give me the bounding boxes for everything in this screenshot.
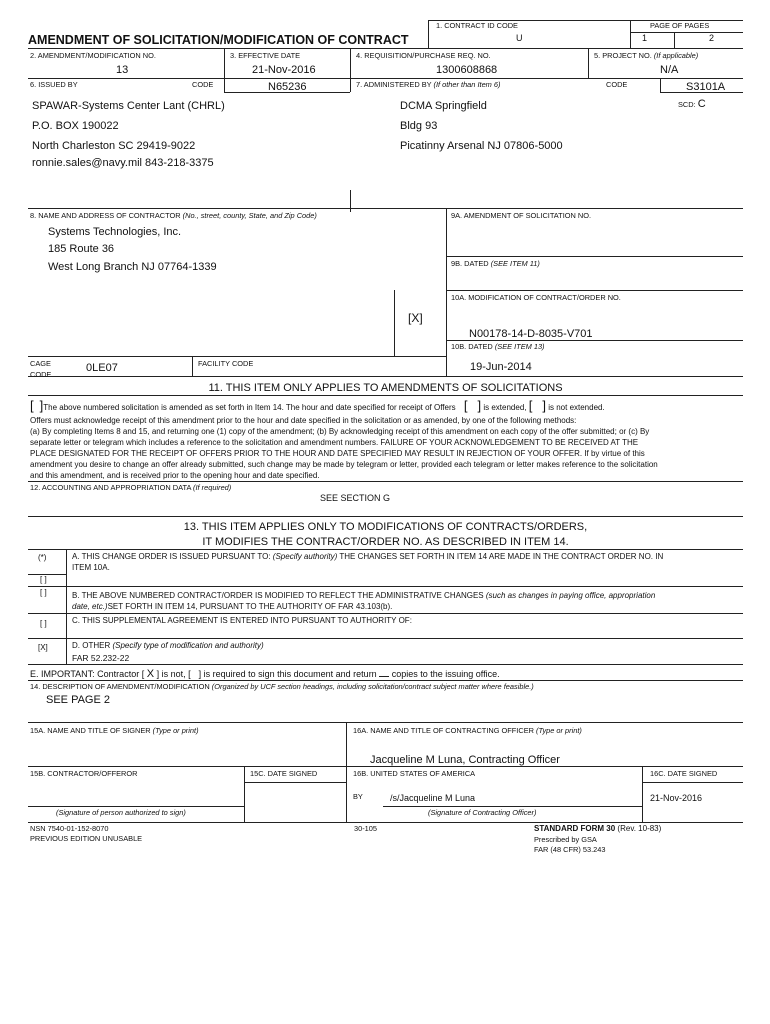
- officer-date-value: 21-Nov-2016: [650, 793, 703, 803]
- rule: [28, 574, 66, 575]
- rule: [244, 766, 245, 822]
- rule: [28, 806, 244, 807]
- issuer-name: SPAWAR-Systems Center Lant (CHRL): [32, 100, 225, 112]
- item11-line6: amendment you desire to change an offer already submitted, such change may be made by telegram or letter, provided each telegram or letter makes reference to the solicitation: [30, 460, 658, 469]
- rule: [28, 48, 743, 49]
- rule: [346, 722, 347, 822]
- item13b-text-2: date, etc.)SET FORTH IN ITEM 14, PURSUANT TO THE AUTHORITY OF FAR 43.103(b).: [72, 602, 393, 611]
- requisition-label: 4. REQUISITION/PURCHASE REQ. NO.: [356, 51, 491, 60]
- officer-signature: /s/Jacqueline M Luna: [390, 793, 476, 803]
- rule: [446, 208, 447, 376]
- rule: [28, 613, 743, 614]
- total-pages: 2: [709, 33, 715, 43]
- rule: [674, 32, 675, 48]
- item11-line4: separate letter or telegram which includes a reference to the solicitation and amendment numbers. FAILURE OF YOUR ACKNOWLEDGEMENT TO BE RECEIVED AT THE: [30, 438, 639, 447]
- accounting-value: SEE SECTION G: [320, 493, 391, 503]
- facility-code-label: FACILITY CODE: [198, 359, 254, 368]
- rule: [224, 78, 225, 92]
- item13a-text-2: ITEM 10A.: [72, 563, 110, 572]
- item13a-mark: (*): [38, 553, 47, 562]
- item13c-mark: [ ]: [40, 619, 47, 628]
- rule: [350, 78, 351, 92]
- cage-label: CAGE: [30, 359, 51, 368]
- admin-code-value: S3101A: [686, 81, 726, 93]
- form-title: AMENDMENT OF SOLICITATION/MODIFICATION OF CONTRACT: [28, 33, 409, 47]
- rule: [66, 549, 67, 664]
- far-reference: FAR (48 CFR) 53.243: [534, 845, 606, 854]
- rule: [28, 586, 66, 587]
- modification-no-label: 10A. MODIFICATION OF CONTRACT/ORDER NO.: [451, 293, 621, 302]
- rule: [28, 549, 743, 550]
- item13d-mark: [X]: [38, 643, 48, 652]
- scd-label: SCD: C: [678, 98, 706, 110]
- modification-dated-label: 10B. DATED (SEE ITEM 13): [451, 342, 545, 351]
- administrator-address-2: Picatinny Arsenal NJ 07806-5000: [400, 140, 563, 152]
- cage-label-2: CODE: [30, 370, 52, 379]
- officer-date-label: 16C. DATE SIGNED: [650, 769, 718, 778]
- rule: [28, 356, 446, 357]
- usa-label: 16B. UNITED STATES OF AMERICA: [353, 769, 476, 778]
- rule: [28, 376, 743, 377]
- rule: [28, 722, 743, 723]
- rule: [66, 586, 743, 587]
- admin-code-label: CODE: [606, 80, 628, 89]
- issuer-address-2: North Charleston SC 29419-9022: [32, 140, 196, 152]
- signer-name-label: 15A. NAME AND TITLE OF SIGNER (Type or print): [30, 726, 199, 735]
- issuer-address-1: P.O. BOX 190022: [32, 120, 119, 132]
- modification-checkbox: [X]: [408, 311, 423, 325]
- item13c-text: C. THIS SUPPLEMENTAL AGREEMENT IS ENTERED INTO PURSUANT TO AUTHORITY OF:: [72, 616, 412, 625]
- officer-signature-note: (Signature of Contracting Officer): [428, 808, 537, 817]
- item13b-text: B. THE ABOVE NUMBERED CONTRACT/ORDER IS MODIFIED TO REFLECT THE ADMINISTRATIVE CHANGES (such as changes in paying office, appropriation: [72, 591, 656, 600]
- rule: [383, 806, 642, 807]
- page-number: 1: [642, 33, 648, 43]
- rule: [28, 481, 743, 482]
- contractor-date-label: 15C. DATE SIGNED: [250, 769, 318, 778]
- item13a-text: A. THIS CHANGE ORDER IS ISSUED PURSUANT TO: (Specify authority) THE CHANGES SET FORTH IN ITEM 14 ARE MADE IN THE CONTRACT ORDER NO. IN: [72, 552, 664, 561]
- effective-date-value: 21-Nov-2016: [252, 64, 316, 76]
- rule: [192, 356, 193, 376]
- administrator-name: DCMA Springfield: [400, 100, 487, 112]
- contractor-address-1: 185 Route 36: [48, 243, 115, 255]
- description-label: 14. DESCRIPTION OF AMENDMENT/MODIFICATION (Organized by UCF section headings, including solicitation/contract subject matter where feasible.): [30, 682, 534, 691]
- description-value: SEE PAGE 2: [46, 694, 110, 706]
- item11-line7: and this amendment, and is received prior to the opening hour and date specified.: [30, 471, 320, 480]
- issued-code-label: CODE: [192, 80, 214, 89]
- contractor-label: 8. NAME AND ADDRESS OF CONTRACTOR (No., street, county, State, and Zip Code): [30, 211, 317, 220]
- important-notice: E. IMPORTANT: Contractor [ X ] is not, [ ] is required to sign this document and return copies to the issuing office.: [30, 668, 500, 680]
- contracting-officer-label: 16A. NAME AND TITLE OF CONTRACTING OFFICER (Type or print): [353, 726, 582, 735]
- item11-line5: PLACE DESIGNATED FOR THE RECEIPT OF OFFERS PRIOR TO THE HOUR AND DATE SPECIFIED MAY RESULT IN REJECTION OF YOUR OFFER. If by virtue of this: [30, 449, 645, 458]
- item13d-value: FAR 52.232-22: [72, 653, 130, 663]
- rule: [642, 766, 643, 822]
- rule: [28, 664, 743, 665]
- rule: [28, 638, 743, 639]
- rule: [660, 78, 661, 92]
- contract-id-value: U: [516, 33, 523, 43]
- rule: [224, 92, 350, 93]
- rule: [350, 48, 351, 78]
- rule: [642, 782, 743, 783]
- rule: [428, 20, 743, 21]
- previous-edition-note: PREVIOUS EDITION UNUSABLE: [30, 834, 143, 843]
- accounting-label: 12. ACCOUNTING AND APPROPRIATION DATA (If required): [30, 483, 232, 492]
- item13-blank-mark: [ ]: [40, 575, 47, 584]
- contract-id-label: 1. CONTRACT ID CODE: [436, 21, 518, 30]
- rule: [660, 92, 743, 93]
- rule: [28, 208, 743, 209]
- administered-by-label: 7. ADMINISTERED BY (If other than Item 6): [356, 80, 501, 89]
- page-of-pages-label: PAGE OF PAGES: [650, 21, 710, 30]
- rule: [224, 48, 225, 78]
- project-no-label: 5. PROJECT NO. (If applicable): [594, 51, 699, 60]
- amendment-no-label: 2. AMENDMENT/MODIFICATION NO.: [30, 51, 156, 60]
- solicitation-no-label: 9A. AMENDMENT OF SOLICITATION NO.: [451, 211, 592, 220]
- item13-title-2: IT MODIFIES THE CONTRACT/ORDER NO. AS DESCRIBED IN ITEM 14.: [202, 536, 569, 548]
- issuer-contact: ronnie.sales@navy.mil 843-218-3375: [32, 157, 214, 169]
- amendment-no-value: 13: [116, 64, 129, 76]
- contracting-officer-name: Jacqueline M Luna, Contracting Officer: [370, 754, 560, 766]
- item11-line3: (a) By completing Items 8 and 15, and returning one (1) copy of the amendment; (b) By acknowledging receipt of this amendment on each copy of the offer submitted; or (c) By: [30, 427, 650, 436]
- rule: [244, 782, 346, 783]
- contractor-offeror-label: 15B. CONTRACTOR/OFFEROR: [30, 769, 138, 778]
- rule: [28, 516, 743, 517]
- signer-signature-note: (Signature of person authorized to sign): [56, 808, 186, 817]
- amendment-form: [28, 18, 743, 853]
- rule: [28, 822, 743, 823]
- rule: [630, 20, 631, 48]
- issued-by-label: 6. ISSUED BY: [30, 80, 78, 89]
- rule: [446, 256, 743, 257]
- form-number: 30-105: [354, 824, 378, 833]
- modification-dated-value: 19-Jun-2014: [470, 361, 532, 373]
- rule: [428, 20, 429, 48]
- rule: [28, 78, 743, 79]
- cage-value: 0LE07: [86, 362, 118, 374]
- rule: [28, 680, 743, 681]
- solicitation-dated-label: 9B. DATED (SEE ITEM 11): [451, 259, 540, 268]
- contractor-name: Systems Technologies, Inc.: [48, 226, 182, 238]
- item13-title-1: 13. THIS ITEM APPLIES ONLY TO MODIFICATIONS OF CONTRACTS/ORDERS,: [183, 521, 588, 533]
- rule: [446, 340, 743, 341]
- item13b-mark: [ ]: [40, 588, 47, 597]
- by-label: BY: [353, 792, 363, 801]
- rule: [588, 48, 589, 78]
- administrator-address-1: Bldg 93: [400, 120, 438, 132]
- item13d-text: D. OTHER (Specify type of modification and authority): [72, 641, 264, 650]
- rule: [28, 766, 743, 767]
- contractor-address-2: West Long Branch NJ 07764-1339: [48, 261, 217, 273]
- rule: [28, 395, 743, 396]
- modification-no-value: N00178-14-D-8035-V701: [469, 328, 593, 340]
- prescribed-by: Prescribed by GSA: [534, 835, 597, 844]
- requisition-value: 1300608868: [436, 64, 498, 76]
- project-no-value: N/A: [660, 64, 679, 76]
- issued-code-value: N65236: [268, 81, 307, 93]
- rule: [394, 290, 395, 356]
- standard-form-label: STANDARD FORM 30 (Rev. 10-83): [534, 824, 662, 833]
- effective-date-label: 3. EFFECTIVE DATE: [230, 51, 301, 60]
- rule: [446, 290, 743, 291]
- item11-line2: Offers must acknowledge receipt of this amendment prior to the hour and date specified in the solicitation or as amended, by one of the following methods:: [30, 416, 577, 425]
- item11-line1: [ ]The above numbered solicitation is amended as set forth in Item 14. The hour and date specified for receipt of Offers [ ] is extended, [ ] is not extended.: [30, 398, 605, 413]
- rule: [630, 32, 743, 33]
- item11-title: 11. THIS ITEM ONLY APPLIES TO AMENDMENTS OF SOLICITATIONS: [208, 382, 563, 394]
- nsn-number: NSN 7540-01-152-8070: [30, 824, 109, 833]
